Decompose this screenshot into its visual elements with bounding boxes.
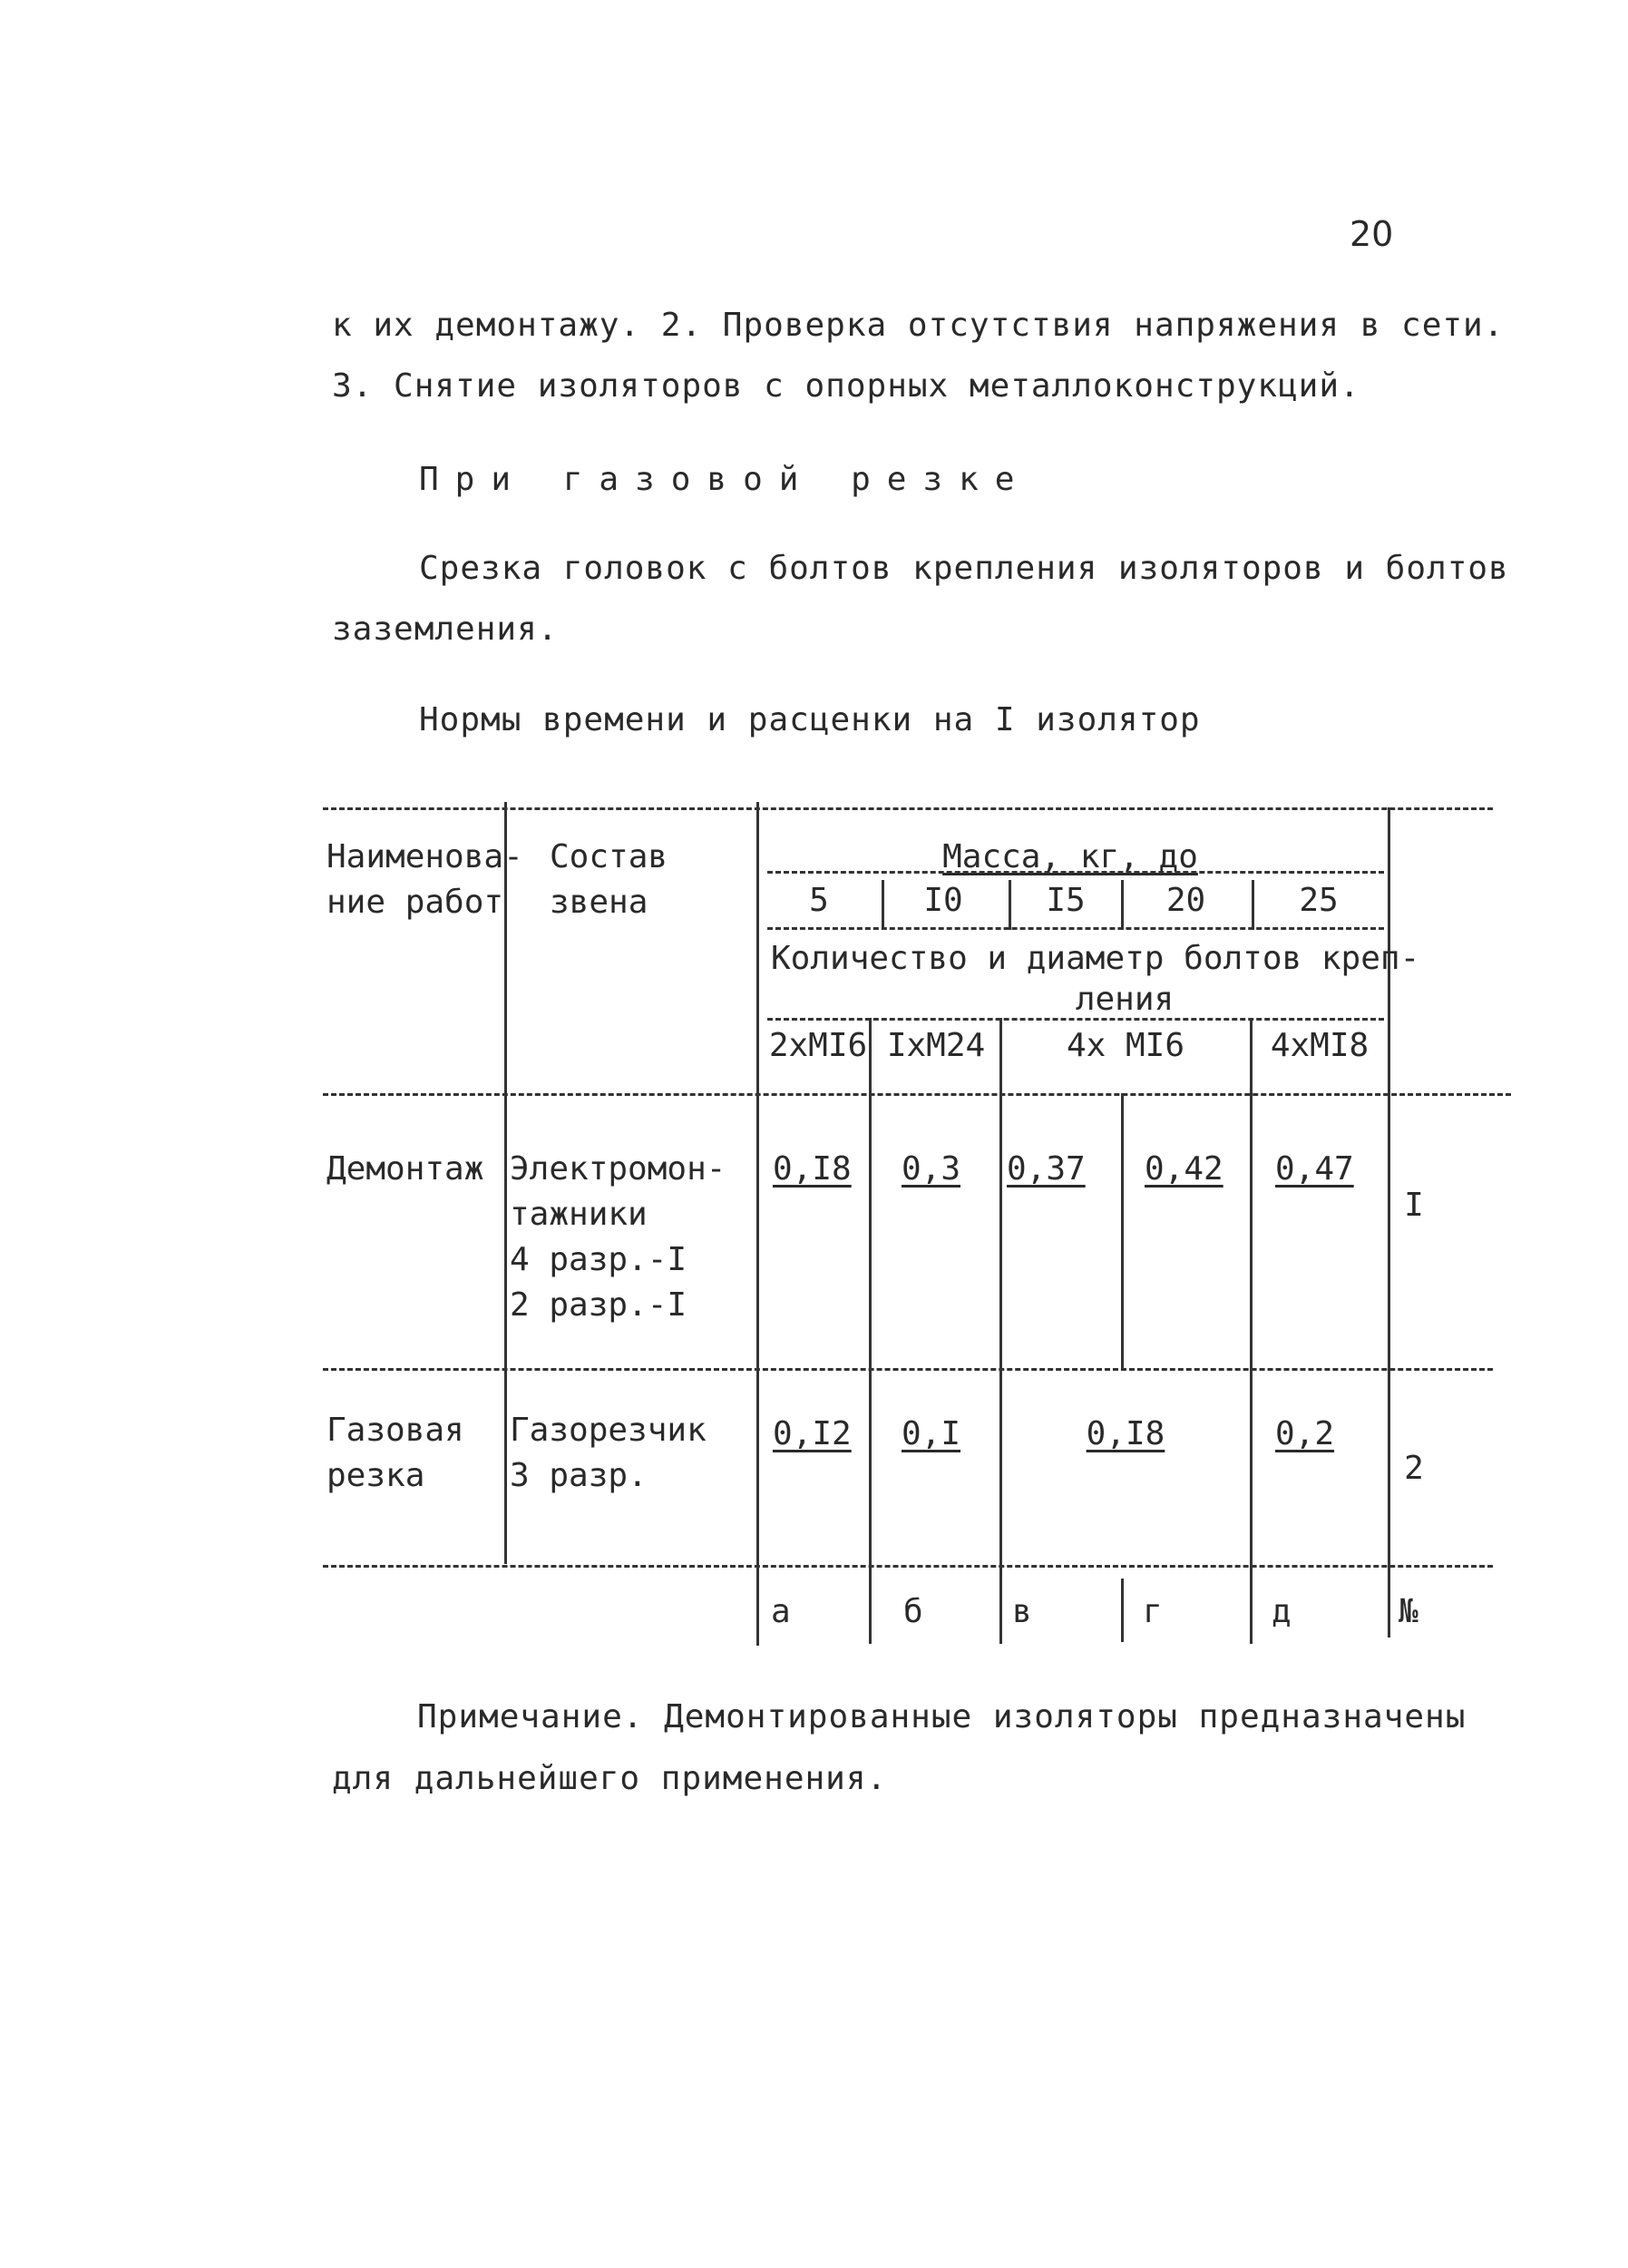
note-line-1: Примечание. Демонтированные изоляторы предназначены — [417, 1698, 1467, 1735]
bolts-header-rule — [767, 1018, 1384, 1021]
header-bottom-rule — [323, 1093, 1511, 1096]
mass-bracket-3 — [1121, 880, 1124, 930]
mass-value-5: 5 — [809, 882, 829, 919]
mass-header: Масса, кг, до — [942, 838, 1198, 875]
col-divider-v-row1 — [1121, 1093, 1124, 1370]
row2-crew: Газорезчик 3 разр. — [510, 1412, 707, 1494]
mass-value-15: I5 — [1046, 882, 1086, 919]
col-divider-d — [1250, 1018, 1253, 1644]
col-divider-a — [869, 1018, 872, 1644]
row1-work: Демонтаж — [327, 1150, 484, 1188]
table-caption: Нормы времени и расценки на I изолятор — [419, 701, 1201, 738]
mass-value-25: 25 — [1299, 882, 1339, 919]
table-top-rule — [323, 807, 1493, 810]
bolt-value-a: 2хМI6 — [768, 1027, 868, 1064]
row2-work: Газовая резка — [327, 1412, 464, 1494]
paragraph-line-1: Срезка головок с болтов крепления изоляторов и болтов — [419, 550, 1509, 587]
row2-value-d: 0,2 — [1275, 1415, 1335, 1452]
row2-number: 2 — [1404, 1450, 1424, 1487]
bolt-value-d: 4хМI8 — [1270, 1027, 1370, 1064]
text-line-1: к их демонтажу. 2. Проверка отсутствия напряжения в сети. — [332, 307, 1505, 344]
row1-value-v: 0,37 — [1007, 1150, 1086, 1188]
mass-value-10: I0 — [923, 882, 963, 919]
col-divider-v-footer — [1121, 1579, 1124, 1642]
bolts-header-line-2: ления — [1075, 981, 1175, 1018]
row2-bottom-rule — [323, 1565, 1493, 1568]
col-work-header: Наименова- ние работ — [327, 838, 523, 921]
row1-bottom-rule — [323, 1368, 1493, 1371]
mass-values-rule — [767, 927, 1384, 930]
col-divider-2 — [756, 802, 759, 1646]
col-crew-header: Состав звена — [550, 838, 668, 921]
bolts-header-line-1: Количество и диаметр болтов креп- — [771, 940, 1420, 977]
mass-bracket-4 — [1252, 880, 1254, 930]
page-number: 20 — [1350, 214, 1394, 254]
row1-crew: Электромон- тажники 4 разр.-I 2 разр.-I — [510, 1150, 726, 1324]
section-heading: При газовой резке — [419, 461, 1031, 498]
note-line-2: для дальнейшего применения. — [332, 1760, 888, 1797]
row2-value-v-g: 0,I8 — [1086, 1415, 1165, 1452]
col-divider-number — [1388, 807, 1390, 1637]
row1-value-a: 0,I8 — [773, 1150, 852, 1188]
col-divider-b — [999, 1018, 1002, 1644]
row1-value-b: 0,3 — [902, 1150, 961, 1188]
footer-letter-b: б — [903, 1593, 923, 1630]
footer-letter-g: г — [1143, 1593, 1163, 1630]
text-line-2: 3. Снятие изоляторов с опорных металлоконструкций. — [332, 367, 1360, 405]
row1-value-g: 0,42 — [1145, 1150, 1223, 1188]
row2-value-a: 0,I2 — [773, 1415, 852, 1452]
footer-letter-a: а — [771, 1593, 791, 1630]
bolt-value-v-g: 4х МI6 — [1066, 1027, 1185, 1064]
paragraph-line-2: заземления. — [332, 611, 559, 648]
mass-value-20: 20 — [1165, 882, 1206, 919]
footer-number-label: № — [1399, 1593, 1418, 1630]
row1-number: I — [1404, 1187, 1424, 1224]
bolt-value-b: IхМ24 — [886, 1027, 986, 1064]
row2-value-b: 0,I — [902, 1415, 961, 1452]
row1-value-d: 0,47 — [1275, 1150, 1354, 1188]
footer-letter-v: в — [1012, 1593, 1032, 1630]
footer-letter-d: д — [1272, 1593, 1292, 1630]
